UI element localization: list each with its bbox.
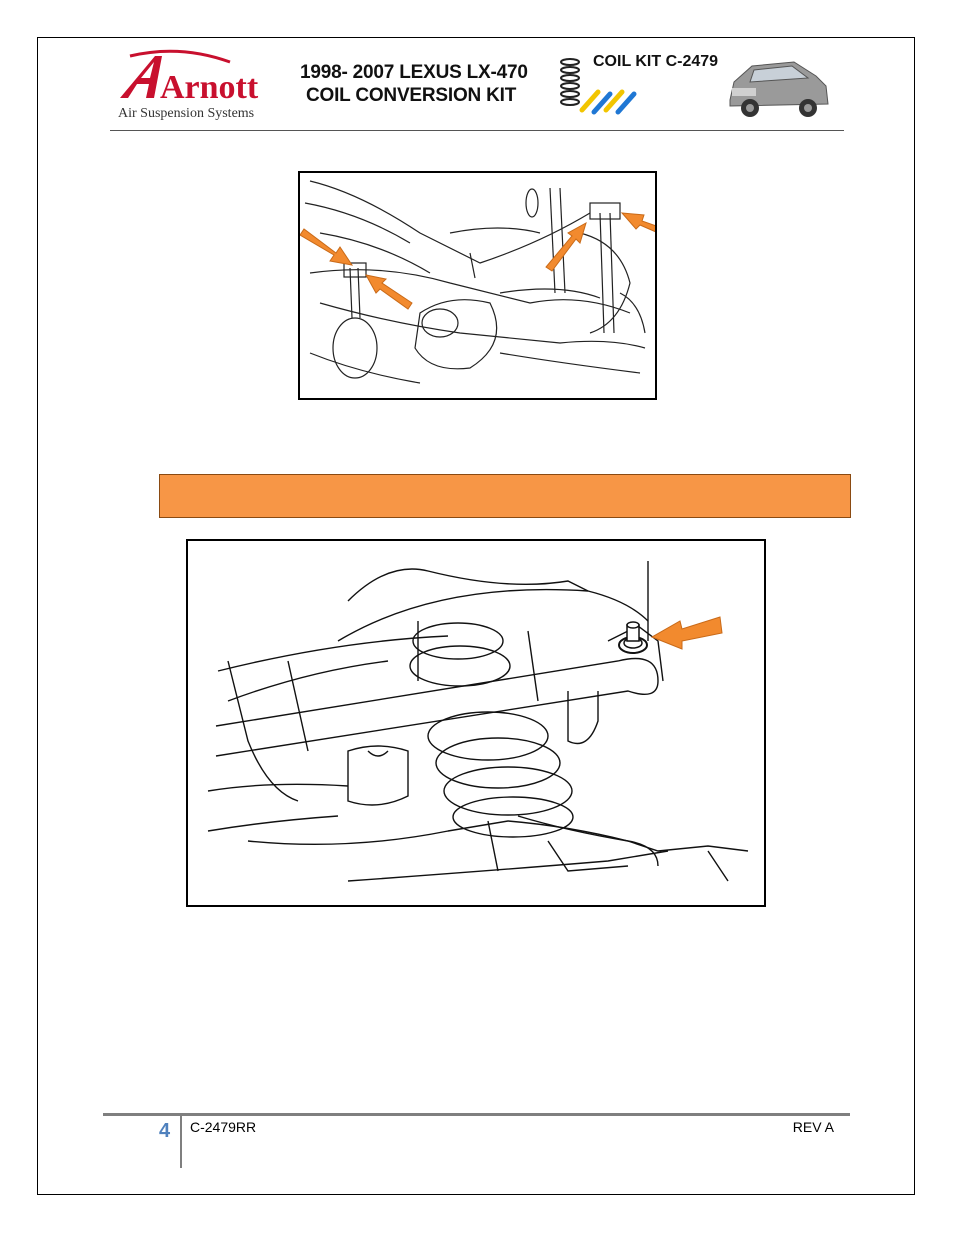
footer-divider (180, 1116, 182, 1168)
logo-subtitle: Air Suspension Systems (118, 106, 255, 121)
document-code: C-2479RR (190, 1119, 257, 1135)
title-line-1: 1998- 2007 LEXUS LX-470 (300, 62, 528, 83)
bolt-icon (619, 622, 647, 653)
arnott-logo-mark (110, 48, 280, 108)
revision-label: REV A (792, 1119, 834, 1135)
orange-section-bar (159, 474, 851, 518)
figure-stabilizer-links (298, 171, 657, 400)
title-line-2: COIL CONVERSION KIT (306, 85, 517, 106)
orange-arrow-icon (652, 617, 722, 649)
footer-rule (103, 1113, 850, 1116)
kit-label: COIL KIT C-2479 (593, 53, 719, 70)
page-number: 4 (159, 1120, 171, 1142)
arnott-logo (110, 48, 280, 128)
suv-icon (724, 52, 832, 124)
figure-stabilizer-bar-bolt (186, 539, 766, 907)
logo-wordmark: Arnott (160, 69, 259, 106)
document-header (110, 48, 844, 131)
